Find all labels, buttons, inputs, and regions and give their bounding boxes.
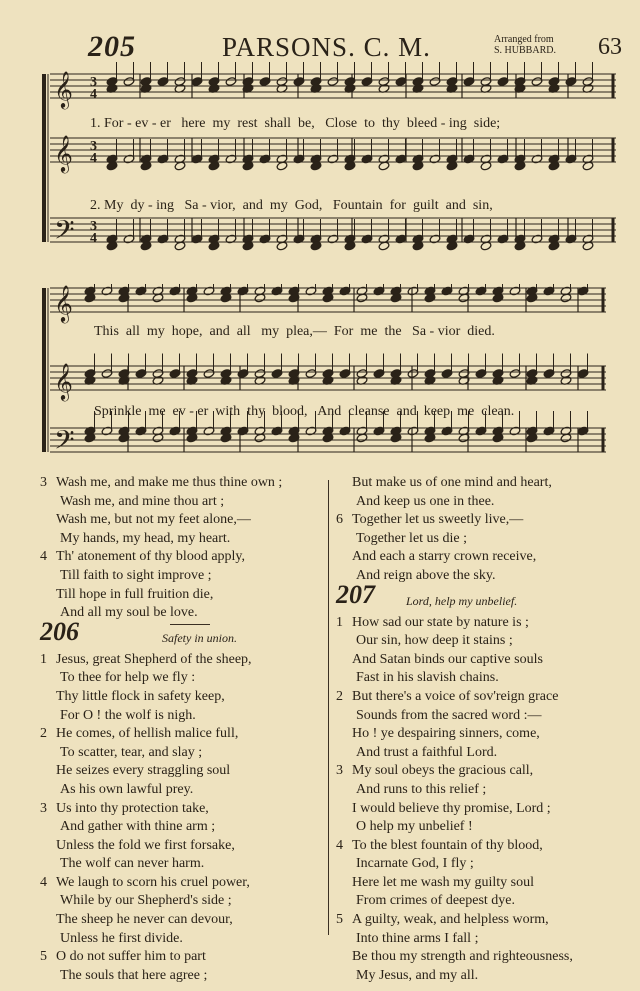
verse-line: And gather with thine arm ;	[60, 819, 216, 835]
note-head	[412, 161, 424, 171]
treble-clef-icon: 𝄞	[54, 134, 73, 172]
note-head	[84, 433, 96, 443]
verse-number: 4	[336, 837, 343, 853]
verse-line: Here let me wash my guilty soul	[352, 874, 534, 890]
verse-text: How sad our state by nature is ;	[352, 614, 529, 630]
treble-clef-icon: 𝄞	[54, 362, 73, 400]
note-head	[548, 161, 560, 171]
bass-clef-icon: 𝄢	[54, 214, 75, 252]
verse-line: And all my soul be love.	[60, 605, 198, 621]
hymn-207-title: Lord, help my unbelief.	[406, 593, 518, 608]
note-head	[106, 241, 118, 251]
verse-line: Unless he first divide.	[60, 930, 183, 946]
verse-line: The wolf can never harm.	[60, 856, 205, 872]
verse-line: The souls that here agree ;	[60, 967, 208, 983]
time-signature-top: 3	[90, 219, 97, 234]
right-column	[336, 474, 606, 985]
verse-line: Incarnate God, I fly ;	[356, 856, 474, 872]
verse-line: Our sin, how deep it stains ;	[356, 633, 513, 649]
note-head	[492, 293, 504, 303]
verse-line: My Jesus, and my all.	[356, 967, 479, 983]
verse-line	[40, 548, 322, 567]
arranger-credit	[494, 34, 556, 56]
verse-line: Fast in his slavish chains.	[356, 670, 499, 686]
note-head	[242, 161, 254, 171]
verse-line: While by our Shepherd's side ;	[60, 893, 232, 909]
verse-line	[40, 800, 322, 819]
verse-line	[336, 614, 606, 633]
verse-line: To thee for help we fly :	[60, 670, 196, 686]
verse-line: Unless the fold we first forsake,	[56, 837, 235, 853]
verse-line: And trust a faithful Lord.	[356, 744, 498, 760]
verse-line	[336, 837, 606, 856]
verse-line: And runs to this relief ;	[356, 781, 487, 797]
staff-notation-1	[38, 62, 620, 262]
verse-line	[40, 874, 322, 893]
verse-text: Wash me, and make me thus thine own ;	[56, 475, 283, 490]
note-head	[174, 161, 186, 171]
note-head	[378, 241, 390, 251]
note-head	[254, 433, 266, 443]
time-signature-bottom: 4	[90, 151, 97, 166]
hymn-207-number: 207	[336, 579, 375, 609]
verse-text: O do not suffer him to part	[56, 949, 206, 965]
verse-line	[336, 762, 606, 781]
note-head	[412, 241, 424, 251]
verse-line: He seizes every straggling soul	[56, 763, 231, 779]
verse-text: Together let us sweetly live,—	[352, 512, 524, 528]
note-head	[208, 161, 220, 171]
lyrics-system2-verse1: This all my hope, and all my plea,— For me the Sa - vior died.	[94, 324, 495, 339]
verse-text: We laugh to scorn his cruel power,	[56, 874, 250, 890]
note-head	[344, 241, 356, 251]
music-system-2	[38, 284, 620, 474]
verse-line: Wash me, but not my feet alone,—	[56, 512, 251, 528]
verse-line: Till faith to sight improve ;	[60, 567, 212, 583]
note-head	[356, 433, 368, 443]
verse-line: Be thou my strength and righteousness,	[352, 949, 573, 965]
hymn-207-heading	[336, 579, 606, 614]
verse-number: 2	[40, 726, 47, 742]
time-signature-top: 3	[90, 139, 97, 154]
verse-number: 4	[40, 874, 47, 890]
note-head	[242, 241, 254, 251]
treble-clef-icon: 𝄞	[54, 70, 73, 108]
lyrics-system1-verse2: 2. My dy - ing Sa - vior, and my God, Fountain for guilt and sin,	[90, 198, 493, 213]
lyrics-system2-verse2: Sprinkle me ev - er with thy blood, And cleanse and keep me clean.	[94, 404, 515, 419]
note-head	[254, 293, 266, 303]
bass-clef-icon: 𝄢	[54, 424, 75, 462]
verse-number: 5	[336, 912, 343, 928]
verse-line: Wash me, and mine thou art ;	[60, 493, 225, 509]
verse-line: O help my unbelief !	[356, 819, 473, 835]
verse-line: Sounds from the sacred word :—	[356, 707, 542, 723]
note-head	[220, 433, 232, 443]
time-signature-top: 3	[90, 75, 97, 90]
time-signature-bottom: 4	[90, 87, 97, 102]
verse-line	[336, 911, 606, 930]
verse-text: But there's a voice of sov'reign grace	[352, 688, 559, 704]
verse-line	[40, 651, 322, 670]
verse-text: Us into thy protection take,	[56, 800, 209, 816]
verse-line	[336, 511, 606, 530]
hymn-206-title: Safety in union.	[162, 630, 237, 645]
verse-number: 5	[40, 949, 47, 965]
verse-text: To the blest fountain of thy blood,	[352, 837, 543, 853]
note-head	[480, 241, 492, 251]
verse-text: He comes, of hellish malice full,	[56, 726, 239, 742]
verse-line: Into thine arms I fall ;	[356, 930, 479, 946]
note-head	[356, 293, 368, 303]
verse-line: To scatter, tear, and slay ;	[60, 744, 203, 760]
note-head	[424, 293, 436, 303]
note-head	[390, 293, 402, 303]
verse-line: The sheep he never can devour,	[56, 912, 233, 928]
page-number: 63	[598, 34, 622, 60]
verse-line: And keep us one in thee.	[356, 493, 495, 509]
hymn-number-header: 205	[88, 30, 136, 63]
time-signature-bottom: 4	[90, 231, 97, 246]
note-head	[322, 293, 334, 303]
verse-text: Jesus, great Shepherd of the sheep,	[56, 651, 252, 667]
verse-line: From crimes of deepest dye.	[356, 893, 516, 909]
tune-title: PARSONS. C. M.	[222, 32, 431, 62]
verse-text: A guilty, weak, and helpless worm,	[352, 912, 549, 928]
heading-rule	[170, 624, 210, 625]
note-head	[514, 161, 526, 171]
verse-text: My soul obeys the gracious call,	[352, 763, 534, 779]
verse-line: Ho ! ye despairing sinners, come,	[352, 726, 540, 742]
note-head	[220, 293, 232, 303]
note-head	[310, 161, 322, 171]
note-head	[106, 161, 118, 171]
verse-line	[336, 688, 606, 707]
verse-line: Together let us die ;	[356, 530, 467, 546]
verse-number: 3	[40, 800, 47, 816]
verse-number: 1	[40, 651, 47, 667]
note-head	[322, 433, 334, 443]
note-head	[140, 161, 152, 171]
verse-line	[40, 474, 322, 493]
column-divider	[328, 480, 329, 935]
verse-line: And reign above the sky.	[356, 567, 496, 583]
note-head	[480, 161, 492, 171]
verse-number: 4	[40, 549, 47, 565]
note-head	[582, 161, 594, 171]
note-head	[390, 433, 402, 443]
note-head	[84, 293, 96, 303]
verse-line: Till hope in full fruition die,	[56, 586, 214, 602]
verse-line	[40, 725, 322, 744]
left-column	[40, 474, 322, 985]
staff-notation-2	[38, 284, 620, 474]
note-head	[446, 241, 458, 251]
verse-line: I would believe thy promise, Lord ;	[352, 800, 551, 816]
note-head	[526, 433, 538, 443]
verse-line: But make us of one mind and heart,	[352, 475, 552, 490]
arranger-line-2: S. HUBBARD.	[494, 45, 556, 56]
note-head	[378, 161, 390, 171]
note-head	[446, 161, 458, 171]
verse-line	[40, 948, 322, 967]
note-head	[582, 241, 594, 251]
note-head	[276, 161, 288, 171]
verse-number: 6	[336, 512, 343, 528]
verse-line: My hands, my head, my heart.	[60, 530, 231, 546]
note-head	[560, 293, 572, 303]
note-head	[424, 433, 436, 443]
note-head	[344, 161, 356, 171]
treble-clef-icon: 𝄞	[54, 284, 73, 322]
note-head	[492, 433, 504, 443]
verse-number: 2	[336, 688, 343, 704]
verse-number: 3	[40, 475, 47, 490]
music-system-1	[38, 62, 620, 262]
note-head	[560, 433, 572, 443]
verse-number: 1	[336, 614, 343, 630]
note-head	[152, 293, 164, 303]
hymn-206-number: 206	[40, 616, 79, 646]
note-head	[514, 241, 526, 251]
lyrics-system1-verse1: 1. For - ev - er here my rest shall be, Close to thy bleed - ing side;	[90, 116, 501, 131]
note-head	[152, 433, 164, 443]
note-head	[140, 241, 152, 251]
verse-line: As his own lawful prey.	[60, 781, 194, 797]
note-head	[276, 241, 288, 251]
note-head	[186, 293, 198, 303]
verse-text: Th' atonement of thy blood apply,	[56, 549, 246, 565]
note-head	[208, 241, 220, 251]
verse-line: For O ! the wolf is nigh.	[60, 707, 196, 723]
note-head	[310, 241, 322, 251]
verse-line: And Satan binds our captive souls	[352, 651, 543, 667]
arranger-line-1: Arranged from	[494, 34, 554, 45]
note-head	[548, 241, 560, 251]
note-head	[526, 293, 538, 303]
verse-line: And each a starry crown receive,	[352, 549, 537, 565]
note-head	[174, 241, 186, 251]
verse-number: 3	[336, 763, 343, 779]
hymn-206-heading	[40, 616, 322, 651]
note-head	[186, 433, 198, 443]
verse-line: Thy little flock in safety keep,	[56, 688, 225, 704]
